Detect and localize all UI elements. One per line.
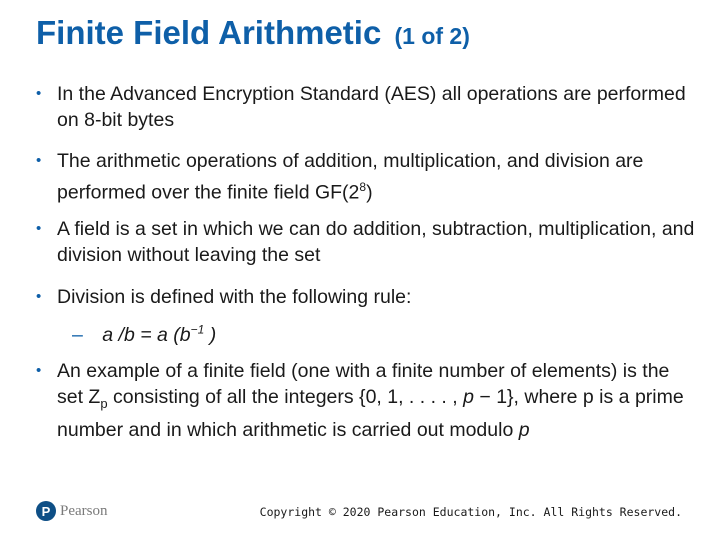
- bullet-dot: •: [36, 362, 42, 379]
- bullet-text: Division is defined with the following rule:: [57, 286, 412, 308]
- superscript-exponent: 8: [359, 180, 367, 194]
- bullet-text: [36, 148, 696, 206]
- title-main: Finite Field Arithmetic: [36, 14, 382, 51]
- bullet-text-b: ): [366, 181, 373, 204]
- bullet-dot: •: [36, 288, 42, 305]
- bullet-dot: •: [36, 152, 42, 169]
- sub-bullet-formula: [72, 316, 216, 348]
- bullet-text: [36, 358, 696, 443]
- bullet-aes-bytes: [36, 81, 696, 133]
- bullet-text: A field is a set in which we can do addition, subtraction, multiplication, and division without leaving the set: [57, 218, 695, 266]
- variable-p: p: [463, 386, 474, 408]
- title-page-indicator: (1 of 2): [394, 23, 470, 49]
- formula: [102, 324, 216, 346]
- pearson-logo-icon: P: [36, 501, 56, 521]
- bullet-gf-arithmetic: [36, 148, 696, 206]
- bullet-finite-field-example: [36, 358, 696, 443]
- bullet-dot: •: [36, 220, 42, 237]
- bullet-field-definition: [36, 216, 696, 268]
- bullet-text-a: The arithmetic operations of addition, multiplication, and division are performed over the finite field GF(2: [57, 150, 644, 204]
- example-text-a: An example of a finite field (one with a finite number of elements) is the set Z: [57, 360, 670, 408]
- formula-a: a /b = a (b: [102, 323, 191, 346]
- subscript-p: p: [100, 395, 108, 411]
- formula-b: ): [204, 323, 217, 346]
- variable-p-modulo: p: [518, 418, 530, 441]
- pearson-wordmark: Pearson: [60, 502, 108, 519]
- example-text-b: consisting of all the integers {0, 1, . . . . ,: [107, 386, 464, 408]
- bullet-dot: •: [36, 85, 42, 102]
- example-text-c: − 1}, where p is a prime number and in which arithmetic is carried out modulo: [57, 386, 684, 441]
- pearson-logo: [36, 501, 108, 521]
- bullet-text: In the Advanced Encryption Standard (AES) all operations are performed on 8-bit bytes: [57, 83, 686, 131]
- formula-exponent: −1: [190, 322, 205, 336]
- bullet-division-rule: [36, 284, 696, 310]
- slide-title: [36, 14, 470, 52]
- copyright-notice: Copyright © 2020 Pearson Education, Inc. All Rights Reserved.: [259, 505, 682, 519]
- sub-bullet-dash: –: [72, 323, 83, 346]
